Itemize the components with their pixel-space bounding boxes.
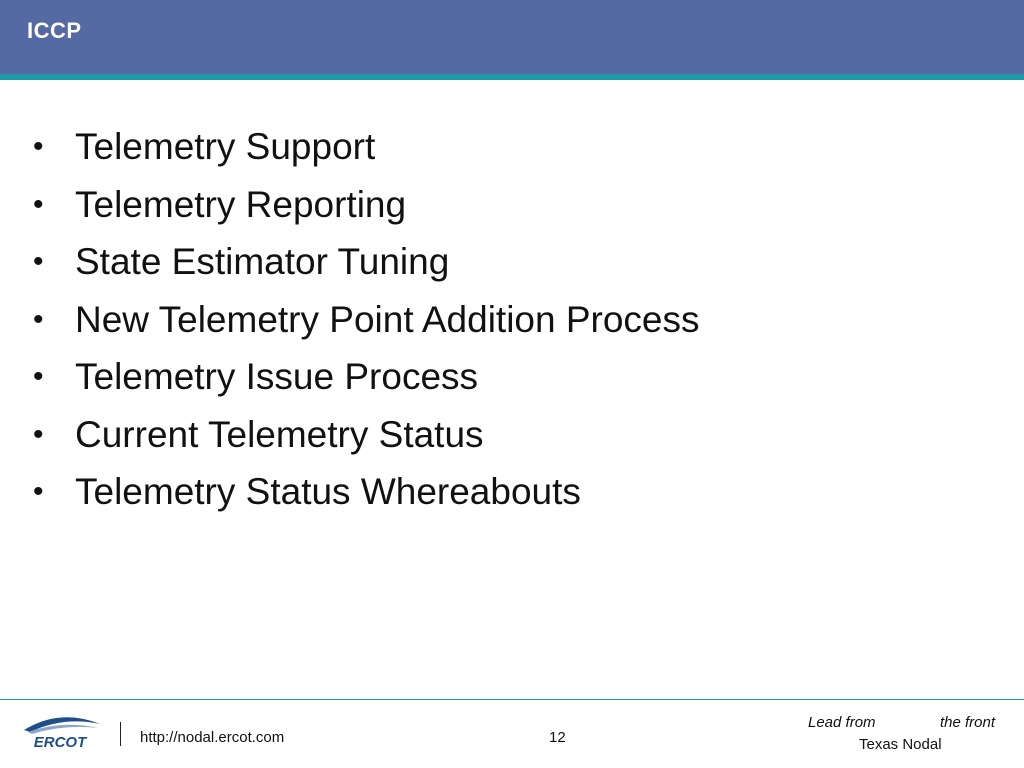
- bullet-text: Telemetry Issue Process: [75, 356, 479, 397]
- tagline-texas-nodal: Texas Nodal: [859, 736, 942, 753]
- ercot-logo-text: ERCOT: [33, 734, 87, 751]
- bullet-glyph: •: [33, 302, 44, 336]
- bullet-item: [33, 406, 700, 464]
- bullet-item: [33, 176, 700, 234]
- bullet-glyph: •: [33, 187, 44, 221]
- bullet-glyph: •: [33, 417, 44, 451]
- bullet-item: [33, 291, 700, 349]
- footer-url: http://nodal.ercot.com: [140, 729, 285, 746]
- bullet-text: Telemetry Support: [75, 126, 376, 167]
- footer-accent-rule: [0, 699, 1024, 700]
- bullet-glyph: •: [33, 475, 44, 508]
- bullet-glyph: •: [33, 245, 44, 278]
- bullet-item: [33, 348, 700, 406]
- page-number: 12: [549, 729, 566, 746]
- bullet-glyph: •: [33, 360, 44, 393]
- bullet-text: Telemetry Reporting: [75, 183, 407, 225]
- bullet-list: [33, 118, 700, 521]
- slide-header: [0, 0, 1024, 74]
- tagline-the-front: the front: [940, 714, 996, 731]
- bullet-glyph: •: [33, 130, 44, 163]
- bullet-item: [33, 118, 700, 176]
- bullet-text: Current Telemetry Status: [75, 413, 484, 455]
- slide-title: ICCP: [27, 18, 82, 43]
- bullet-text: Telemetry Status Whereabouts: [75, 471, 581, 512]
- header-accent-rule: [0, 74, 1024, 80]
- bullet-text: New Telemetry Point Addition Process: [75, 298, 700, 340]
- bullet-item: [33, 463, 700, 521]
- footer-separator: [120, 722, 121, 746]
- bullet-item: [33, 233, 700, 291]
- tagline-lead-from: Lead from: [808, 714, 876, 731]
- ercot-logo: [20, 712, 102, 752]
- bullet-text: State Estimator Tuning: [75, 241, 450, 282]
